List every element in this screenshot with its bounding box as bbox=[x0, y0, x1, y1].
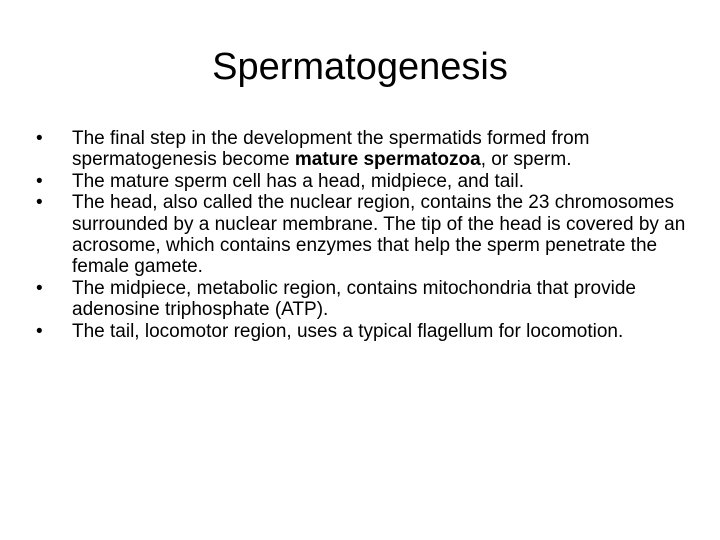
bullet-list bbox=[36, 128, 686, 342]
bullet-marker: • bbox=[36, 128, 43, 149]
slide-title: Spermatogenesis bbox=[212, 46, 508, 88]
bullet-item bbox=[36, 192, 686, 278]
bullet-text: The mature sperm cell has a head, midpiece, and tail. bbox=[72, 170, 525, 192]
bullet-text: The head, also called the nuclear region, contains the 23 chromosomes surrounded by a nuclear membrane. The tip of the head is covered by an acrosome, which contains enzymes that help the sperm penetrate the female gamete. bbox=[72, 192, 686, 278]
bullet-text: The tail, locomotor region, uses a typical flagellum for locomotion. bbox=[72, 320, 624, 342]
bullet-marker: • bbox=[36, 192, 43, 214]
bullet-item bbox=[36, 171, 686, 192]
bullet-item bbox=[36, 278, 686, 321]
bullet-marker: • bbox=[36, 277, 43, 299]
bullet-text: The final step in the development the spermatids formed from spermatogenesis become mature spermatozoa, or sperm. bbox=[72, 128, 590, 171]
bullet-text: The midpiece, metabolic region, contains mitochondria that provide adenosine triphosphate (ATP). bbox=[72, 277, 636, 321]
bold-term: mature spermatozoa bbox=[294, 149, 481, 171]
bullet-marker: • bbox=[36, 170, 43, 192]
bullet-item bbox=[36, 128, 686, 171]
bullet-marker: • bbox=[36, 320, 43, 342]
bullet-item bbox=[36, 321, 686, 342]
